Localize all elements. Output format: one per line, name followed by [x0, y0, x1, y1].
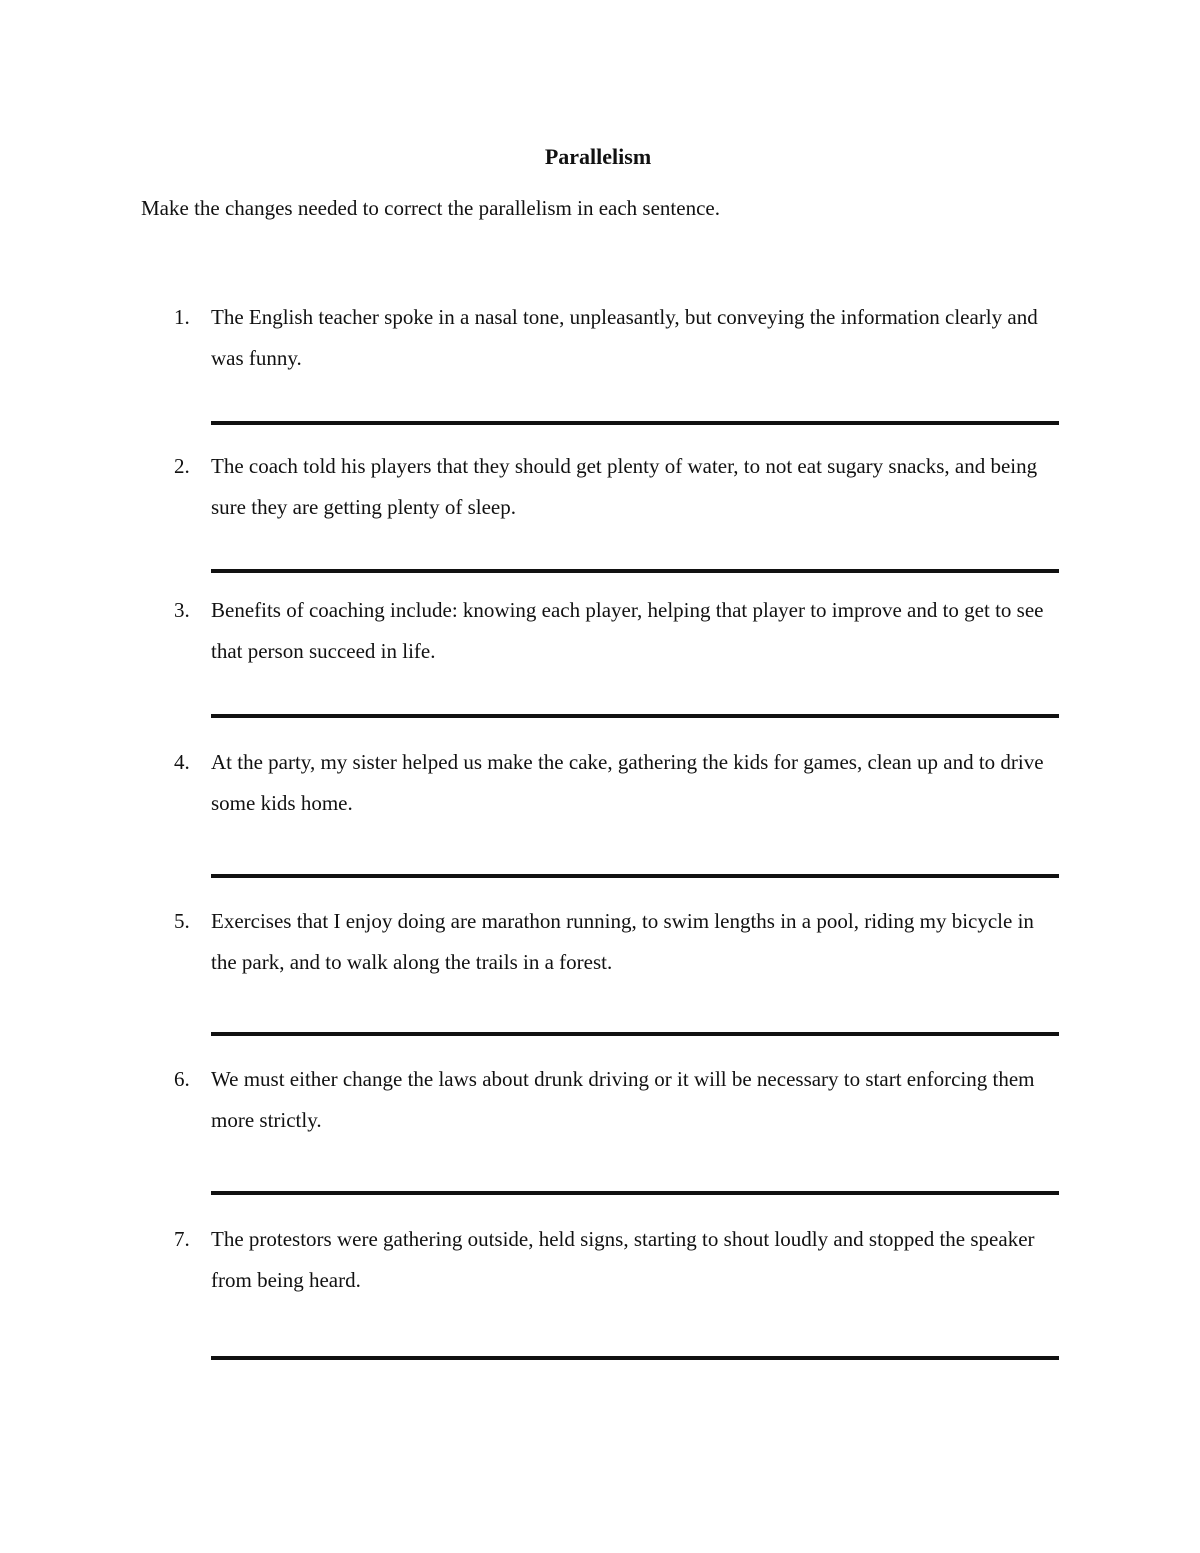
question-text: The English teacher spoke in a nasal tone, unpleasantly, but conveying the information clearly and was funny.	[211, 305, 1038, 370]
question-number: 6.	[174, 1067, 190, 1091]
question-number: 7.	[174, 1227, 190, 1251]
question-text: We must either change the laws about drunk driving or it will be necessary to start enforcing them more strictly.	[211, 1067, 1035, 1132]
question-text: At the party, my sister helped us make the cake, gathering the kids for games, clean up and to drive some kids home.	[211, 750, 1044, 815]
question-number: 2.	[174, 454, 190, 478]
question-number: 4.	[174, 750, 190, 774]
answer-line-6[interactable]	[211, 1191, 1059, 1195]
question-text: The coach told his players that they should get plenty of water, to not eat sugary snacks, and being sure they are getting plenty of sleep.	[211, 454, 1038, 519]
question-number: 1.	[174, 305, 190, 329]
answer-line-7[interactable]	[211, 1356, 1059, 1360]
answer-line-3[interactable]	[211, 714, 1059, 718]
answer-line-5[interactable]	[211, 1032, 1059, 1036]
question-text: The protestors were gathering outside, held signs, starting to shout loudly and stopped the speaker from being heard.	[211, 1227, 1035, 1292]
question-number: 5.	[174, 909, 190, 933]
worksheet-title: Parallelism	[544, 144, 652, 169]
worksheet-instructions: Make the changes needed to correct the parallelism in each sentence.	[141, 196, 720, 220]
question-number: 3.	[174, 598, 190, 622]
answer-line-1[interactable]	[211, 421, 1059, 425]
question-text: Benefits of coaching include: knowing each player, helping that player to improve and to get to see that person succeed in life.	[211, 598, 1044, 663]
question-text: Exercises that I enjoy doing are marathon running, to swim lengths in a pool, riding my bicycle in the park, and to walk along the trails in a forest.	[211, 909, 1034, 974]
answer-line-2[interactable]	[211, 569, 1059, 573]
answer-line-4[interactable]	[211, 874, 1059, 878]
